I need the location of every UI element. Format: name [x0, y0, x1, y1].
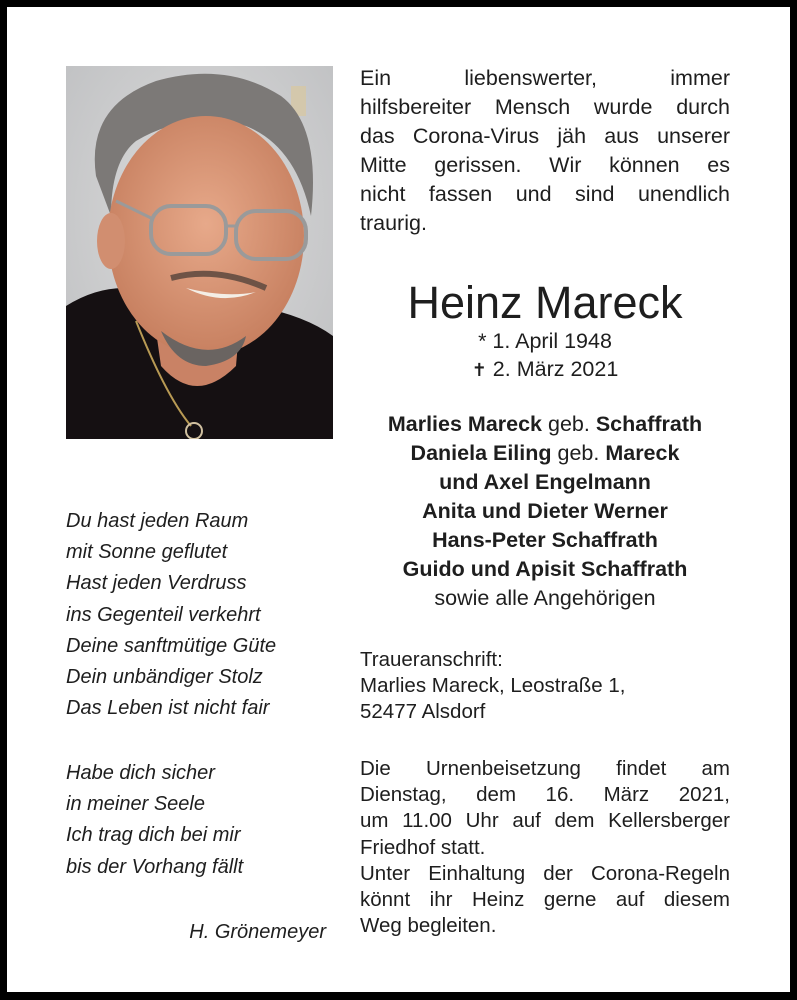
address-line-2: 52477 Alsdorf [360, 700, 486, 723]
mourner-line [360, 584, 730, 613]
intro-line: Mitte gerissen. Wir können es [360, 153, 730, 177]
address-label: Traueranschrift: [360, 648, 503, 671]
mourner-line [360, 555, 730, 584]
mourner-name: Hans-Peter Schaffrath [432, 528, 658, 552]
mourner-line [360, 468, 730, 497]
mourner-maiden-name: Mareck [605, 441, 680, 465]
mourner-name: Daniela Eiling [410, 441, 552, 465]
mourner-line [360, 410, 730, 439]
intro-text [360, 64, 730, 238]
mourner-name: Marlies Mareck [387, 412, 543, 436]
poem-line: Dein unbändiger Stolz [66, 666, 263, 689]
poem-line: Das Leben ist nicht fair [66, 697, 270, 720]
burial-line: Dienstag, dem 16. März 2021, [360, 783, 730, 807]
mourner-name: Anita und Dieter Werner [422, 499, 668, 523]
mourner-maiden-name: Schaffrath [595, 412, 703, 436]
intro-line: nicht fassen und sind unendlich [360, 182, 730, 206]
burial-line: könnt ihr Heinz gerne auf diesem [360, 888, 730, 912]
death-date: 2. März 2021 [492, 357, 619, 381]
life-dates [360, 327, 730, 384]
poem-line: Ich trag dich bei mir [66, 824, 241, 847]
mourners-list [360, 410, 730, 613]
burial-line: Weg begleiten. [360, 914, 497, 938]
intro-line: traurig. [360, 211, 427, 235]
burial-notice [360, 756, 730, 939]
intro-line: hilfsbereiter Mensch wurde durch [360, 95, 730, 119]
burial-line: Friedhof statt. [360, 835, 486, 859]
mourner-others: sowie alle Angehörigen [434, 586, 656, 610]
poem-stanza-1 [66, 506, 336, 724]
intro-line: Ein liebenswerter, immer [360, 66, 730, 90]
deceased-name: Heinz Mareck [407, 277, 683, 328]
poem-line: in meiner Seele [66, 793, 205, 816]
obituary-card [7, 7, 790, 992]
poem-line: Deine sanftmütige Güte [66, 634, 277, 657]
poem-line: Habe dich sicher [66, 762, 215, 784]
cross-icon: ✝ [471, 360, 487, 380]
mourner-geb: geb. [551, 441, 606, 465]
burial-line: Unter Einhaltung der Corona-Regeln [360, 861, 730, 885]
poem-line: mit Sonne geflutet [66, 541, 228, 564]
mourning-address [360, 647, 730, 725]
poem-line: Hast jeden Verdruss [66, 572, 247, 595]
poem-author: H. Grönemeyer [189, 921, 326, 943]
poem-stanza-2 [66, 758, 336, 883]
address-line-1: Marlies Mareck, Leostraße 1, [360, 674, 626, 697]
portrait-photo [66, 66, 333, 439]
mourner-name: und Axel Engelmann [439, 470, 651, 494]
intro-line: das Corona-Virus jäh aus unserer [360, 124, 730, 148]
poem-line: bis der Vorhang fällt [66, 855, 244, 878]
burial-line: Die Urnenbeisetzung findet am [360, 757, 730, 780]
burial-line: um 11.00 Uhr auf dem Kellersberger [360, 809, 730, 833]
mourner-geb: geb. [542, 412, 596, 436]
death-date-row [360, 355, 730, 384]
mourner-line [360, 439, 730, 468]
portrait-image [66, 66, 333, 439]
poem-line: Du hast jeden Raum [66, 510, 249, 532]
mourner-line [360, 497, 730, 526]
mourner-name: Guido und Apisit Schaffrath [402, 557, 688, 581]
mourner-line [360, 526, 730, 555]
poem-line: ins Gegenteil verkehrt [66, 603, 261, 626]
birth-date: * 1. April 1948 [478, 329, 612, 353]
